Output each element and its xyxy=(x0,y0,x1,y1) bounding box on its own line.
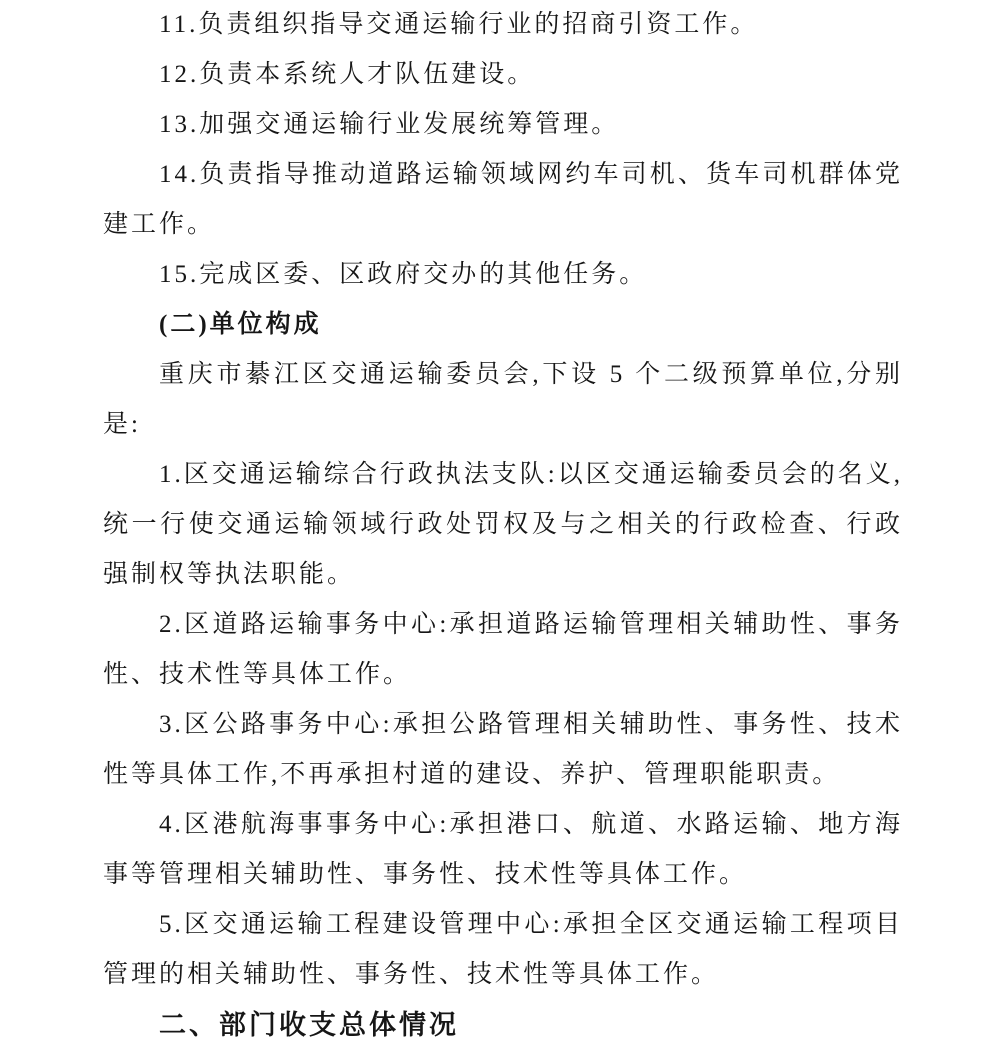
sub-section-heading: (二)单位构成 xyxy=(159,311,322,338)
paragraph: 14.负责指导推动道路运输领域网约车司机、货车司机群体党建工作。 xyxy=(103,161,903,238)
paragraph: 3.区公路事务中心:承担公路管理相关辅助性、事务性、技术性等具体工作,不再承担村道的建设、养护、管理职能职责。 xyxy=(103,711,903,788)
paragraph: 2.区道路运输事务中心:承担道路运输管理相关辅助性、事务性、技术性等具体工作。 xyxy=(103,611,903,688)
paragraph: 4.区港航海事事务中心:承担港口、航道、水路运输、地方海事等管理相关辅助性、事务性、技术性等具体工作。 xyxy=(103,811,903,888)
document-body xyxy=(103,0,903,1050)
paragraph: 5.区交通运输工程建设管理中心:承担全区交通运输工程项目管理的相关辅助性、事务性、技术性等具体工作。 xyxy=(103,911,903,988)
paragraph: 13.加强交通运输行业发展统筹管理。 xyxy=(159,111,620,138)
paragraph: 重庆市綦江区交通运输委员会,下设 5 个二级预算单位,分别是: xyxy=(103,361,903,438)
paragraph: 11.负责组织指导交通运输行业的招商引资工作。 xyxy=(159,11,759,38)
paragraph: 1.区交通运输综合行政执法支队:以区交通运输委员会的名义,统一行使交通运输领域行政处罚权及与之相关的行政检查、行政强制权等执法职能。 xyxy=(103,461,903,588)
section-heading: 二、部门收支总体情况 xyxy=(159,1010,459,1040)
paragraph: 12.负责本系统人才队伍建设。 xyxy=(159,61,536,88)
paragraph: 15.完成区委、区政府交办的其他任务。 xyxy=(159,261,648,288)
